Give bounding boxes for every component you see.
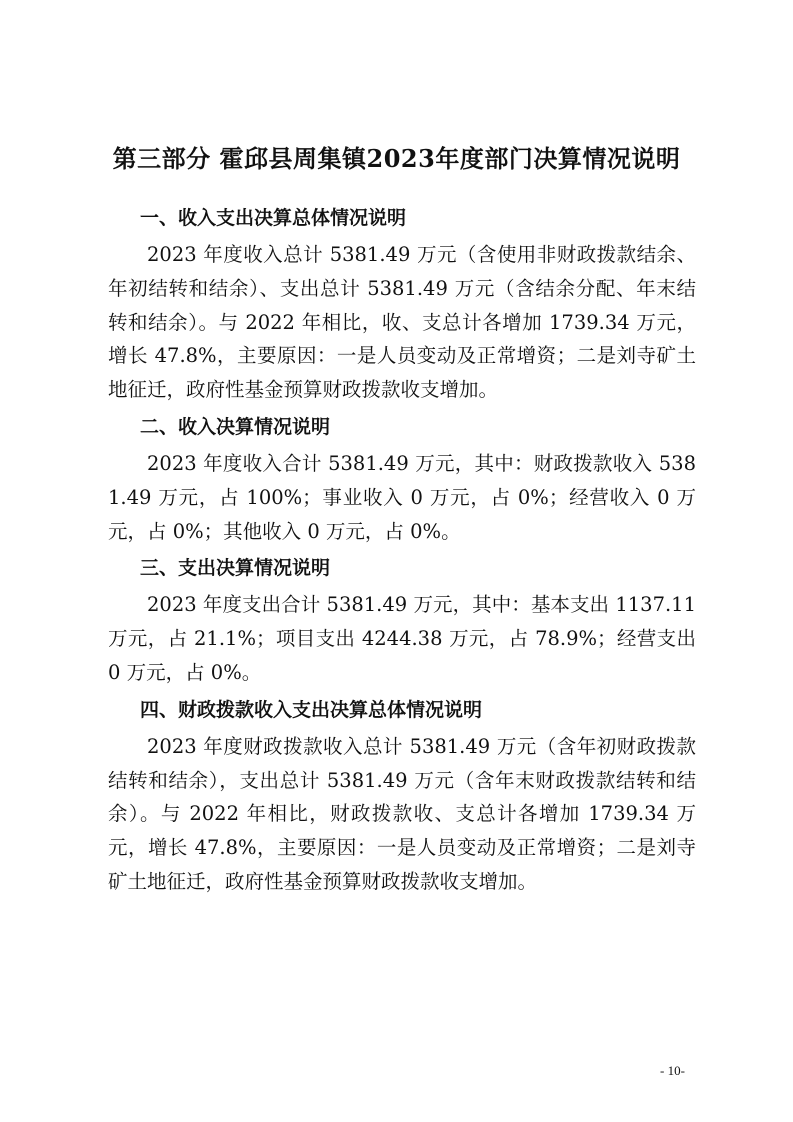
section-heading: 二、收入决算情况说明 — [140, 415, 331, 438]
section-paragraph: 2023 年度收入总计 5381.49 万元（含使用非财政拨款结余、年初结转和结余）、支出总计 5381.49 万元（含结余分配、年末结转和结余）。与 2022 年相比，收、支总计各增加 1739.34 万元，增长 47.8%，主要原因：一是人员变动及正常增资；二是刘寺矿土地征迁，政府性基金预算财政拨款收支增加。 — [108, 243, 696, 402]
section-paragraph: 2023 年度收入合计 5381.49 万元，其中：财政拨款收入 5381.49 万元，占 100%；事业收入 0 万元，占 0%；经营收入 0 万元，占 0%；其他收入 0 万元，占 0%。 — [108, 451, 696, 543]
section-heading: 三、支出决算情况说明 — [140, 557, 331, 580]
section-paragraph: 2023 年度财政拨款收入总计 5381.49 万元（含年初财政拨款结转和结余），支出总计 5381.49 万元（含年末财政拨款结转和结余）。与 2022 年相比，财政拨款收、支总计各增加 1739.34 万元，增长 47.8%，主要原因：一是人员变动及正常增资；二是刘寺矿土地征迁，政府性基金预算财政拨款收支增加。 — [108, 734, 696, 893]
section-heading: 四、财政拨款收入支出决算总体情况说明 — [140, 698, 483, 721]
document-body — [108, 198, 696, 899]
section-income — [108, 407, 696, 548]
page-title: 第三部分 霍邱县周集镇2023年度部门决算情况说明 — [112, 144, 681, 173]
section-paragraph: 2023 年度支出合计 5381.49 万元，其中：基本支出 1137.11 万元，占 21.1%；项目支出 4244.38 万元，占 78.9%；经营支出 0 万元，占 0%。 — [108, 593, 696, 684]
section-heading: 一、收入支出决算总体情况说明 — [140, 207, 407, 229]
page-number: - 10- — [660, 1063, 685, 1078]
section-income-expenditure-overview — [108, 198, 696, 407]
section-fiscal-appropriation-overview — [108, 690, 696, 899]
section-expenditure — [108, 548, 696, 689]
